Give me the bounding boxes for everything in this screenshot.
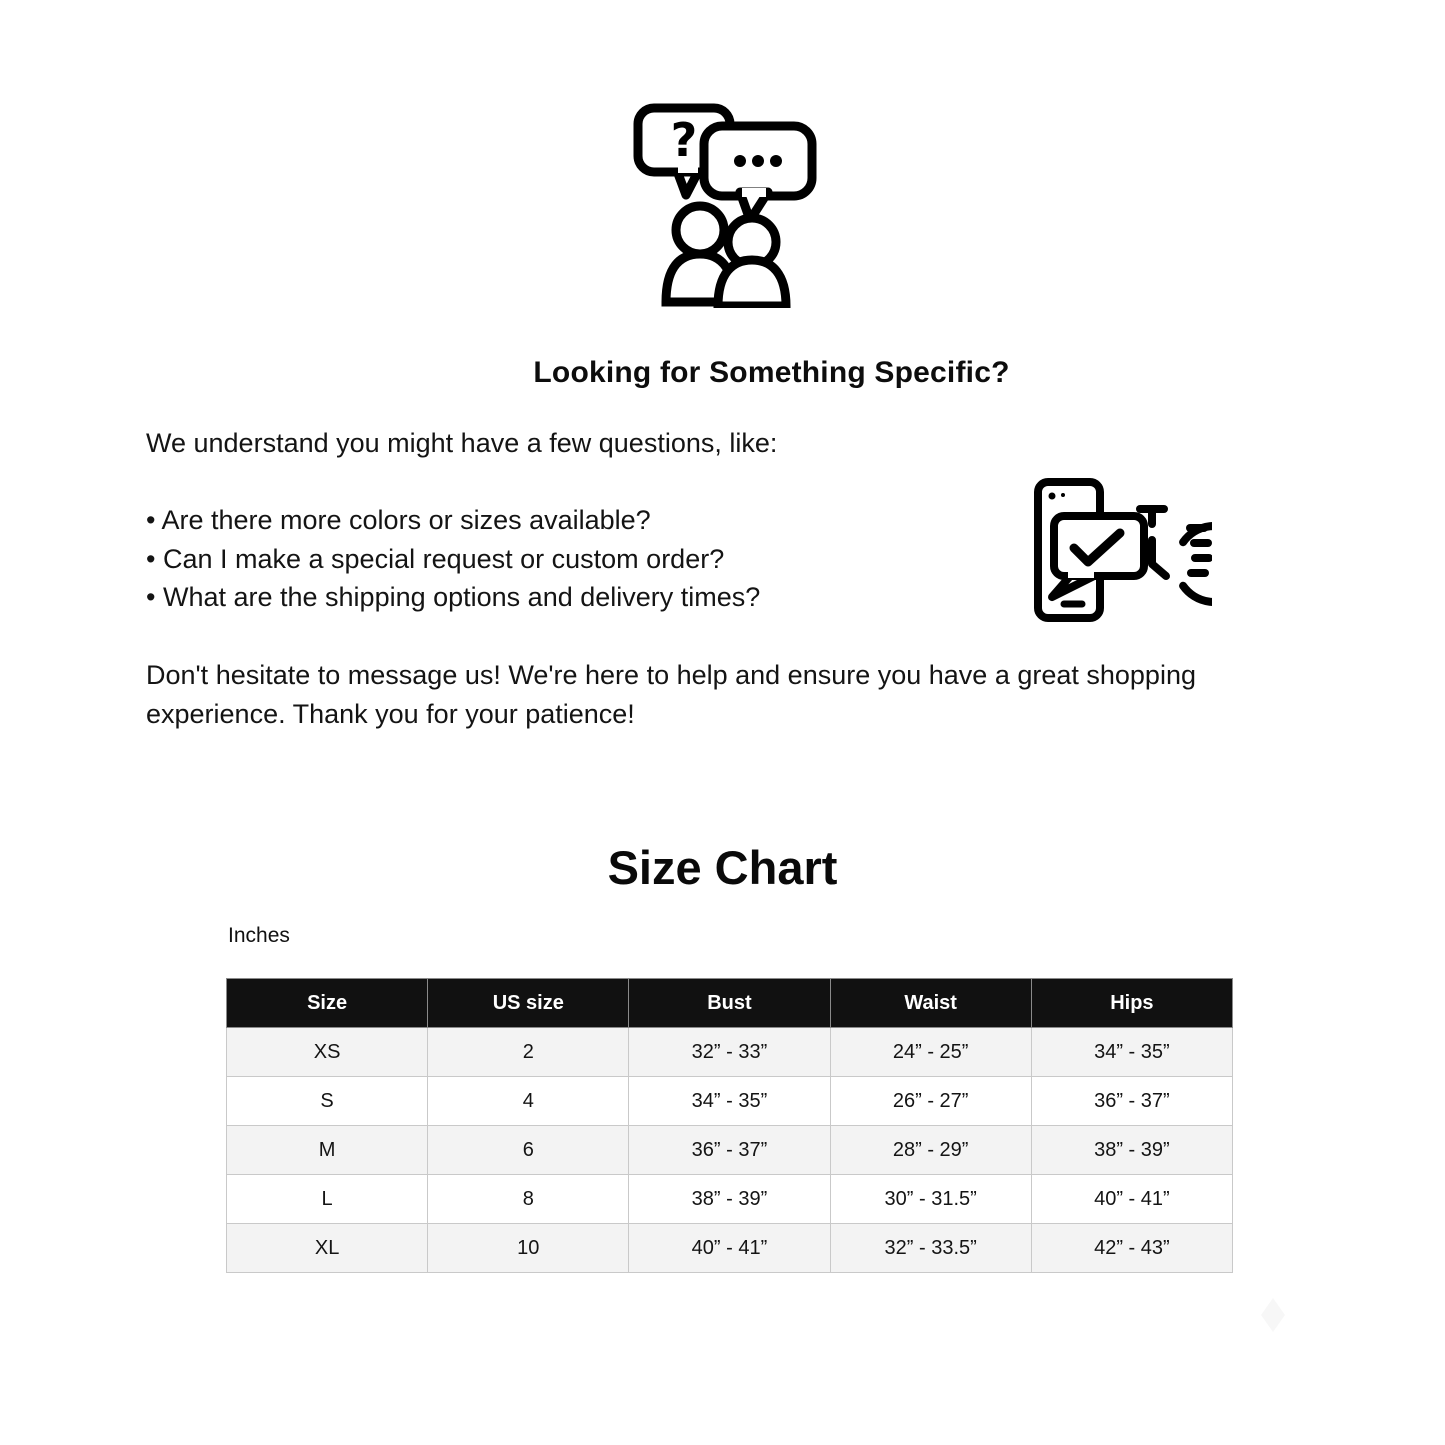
cell-waist: 28” - 29” xyxy=(830,1126,1031,1175)
faint-watermark xyxy=(1261,1298,1285,1332)
ellipsis-dots xyxy=(734,155,782,167)
column-header-bust: Bust xyxy=(629,979,830,1028)
outro-text xyxy=(146,656,1196,733)
cell-size: XL xyxy=(227,1224,428,1273)
cell-hips: 40” - 41” xyxy=(1031,1175,1232,1224)
table-row-l xyxy=(227,1175,1233,1224)
cell-waist: 26” - 27” xyxy=(830,1077,1031,1126)
cell-bust: 36” - 37” xyxy=(629,1126,830,1175)
cell-size: S xyxy=(227,1077,428,1126)
cell-bust: 38” - 39” xyxy=(629,1175,830,1224)
bullet-item: • What are the shipping options and delivery times? xyxy=(146,582,761,612)
bullet-item: • Can I make a special request or custom order? xyxy=(146,543,725,574)
section-heading: Looking for Something Specific? xyxy=(533,356,1010,389)
cell-us: 10 xyxy=(428,1224,629,1273)
column-header-waist: Waist xyxy=(830,979,1031,1028)
cell-bust: 34” - 35” xyxy=(629,1077,830,1126)
cell-us: 4 xyxy=(428,1077,629,1126)
column-header-us-size: US size xyxy=(428,979,629,1028)
table-row-xs xyxy=(227,1028,1233,1077)
units-label: Inches xyxy=(228,924,290,947)
size-chart-table xyxy=(226,978,1233,1273)
cell-size: L xyxy=(227,1175,428,1224)
size-chart-title: Size Chart xyxy=(607,841,838,894)
cell-hips: 34” - 35” xyxy=(1031,1028,1232,1077)
cell-bust: 32” - 33” xyxy=(629,1028,830,1077)
cell-hips: 36” - 37” xyxy=(1031,1077,1232,1126)
table-row-xl xyxy=(227,1224,1233,1273)
cell-waist: 30” - 31.5” xyxy=(830,1175,1031,1224)
cell-bust: 40” - 41” xyxy=(629,1224,830,1273)
column-header-size: Size xyxy=(227,979,428,1028)
question-mark-glyph: ? xyxy=(670,113,698,167)
phone-fast-response-icon xyxy=(1010,476,1212,626)
outro-line: experience. Thank you for your patience! xyxy=(146,698,635,729)
cell-us: 8 xyxy=(428,1175,629,1224)
outro-line: Don't hesitate to message us! We're here to help and ensure you have a great shopping xyxy=(146,660,1196,690)
cell-size: XS xyxy=(227,1028,428,1077)
column-header-hips: Hips xyxy=(1031,979,1232,1028)
question-bullet-list xyxy=(146,501,760,617)
cell-us: 6 xyxy=(428,1126,629,1175)
cell-waist: 32” - 33.5” xyxy=(830,1224,1031,1273)
table-row-m xyxy=(227,1126,1233,1175)
cell-hips: 42” - 43” xyxy=(1031,1224,1232,1273)
cell-hips: 38” - 39” xyxy=(1031,1126,1232,1175)
table-header-row xyxy=(227,979,1233,1028)
cell-waist: 24” - 25” xyxy=(830,1028,1031,1077)
table-row-s xyxy=(227,1077,1233,1126)
intro-text: We understand you might have a few questions, like: xyxy=(146,428,778,458)
cell-size: M xyxy=(227,1126,428,1175)
chat-people-icon xyxy=(628,100,824,308)
bullet-item: • Are there more colors or sizes available? xyxy=(146,505,651,535)
cell-us: 2 xyxy=(428,1028,629,1077)
